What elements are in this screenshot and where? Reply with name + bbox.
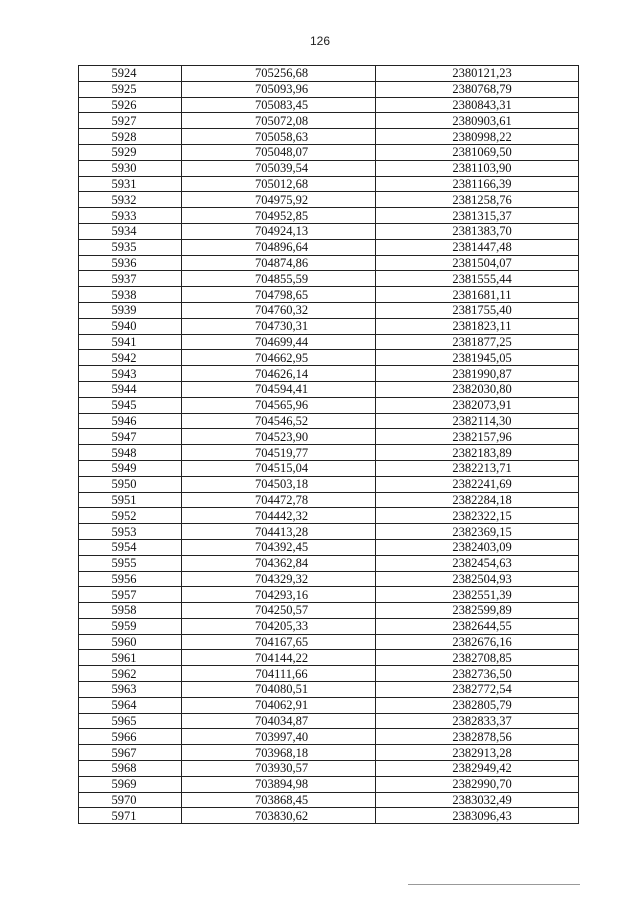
table-row [79, 350, 579, 366]
x-coordinate-cell: 704730,31 [182, 318, 376, 334]
y-coordinate-cell: 2381447,48 [376, 239, 579, 255]
y-coordinate-cell: 2381315,37 [376, 208, 579, 224]
y-coordinate-cell: 2382403,09 [376, 539, 579, 555]
y-coordinate-cell: 2381555,44 [376, 271, 579, 287]
x-coordinate-cell: 703930,57 [182, 761, 376, 777]
point-number-cell: 5962 [79, 666, 182, 682]
table-row [79, 287, 579, 303]
point-number-cell: 5943 [79, 366, 182, 382]
point-number-cell: 5951 [79, 492, 182, 508]
x-coordinate-cell: 704760,32 [182, 302, 376, 318]
x-coordinate-cell: 704523,90 [182, 429, 376, 445]
y-coordinate-cell: 2382805,79 [376, 697, 579, 713]
table-row [79, 429, 579, 445]
table-row [79, 160, 579, 176]
y-coordinate-cell: 2381945,05 [376, 350, 579, 366]
table-row [79, 302, 579, 318]
y-coordinate-cell: 2382454,63 [376, 555, 579, 571]
x-coordinate-cell: 704205,33 [182, 618, 376, 634]
y-coordinate-cell: 2382772,54 [376, 682, 579, 698]
x-coordinate-cell: 704896,64 [182, 239, 376, 255]
y-coordinate-cell: 2381166,39 [376, 176, 579, 192]
point-number-cell: 5955 [79, 555, 182, 571]
table-row [79, 113, 579, 129]
point-number-cell: 5939 [79, 302, 182, 318]
point-number-cell: 5964 [79, 697, 182, 713]
x-coordinate-cell: 704546,52 [182, 413, 376, 429]
x-coordinate-cell: 704111,66 [182, 666, 376, 682]
table-row [79, 666, 579, 682]
point-number-cell: 5925 [79, 81, 182, 97]
x-coordinate-cell: 704167,65 [182, 634, 376, 650]
point-number-cell: 5927 [79, 113, 182, 129]
x-coordinate-cell: 704952,85 [182, 208, 376, 224]
table-row [79, 650, 579, 666]
x-coordinate-cell: 705256,68 [182, 66, 376, 82]
point-number-cell: 5953 [79, 524, 182, 540]
x-coordinate-cell: 704413,28 [182, 524, 376, 540]
y-coordinate-cell: 2382157,96 [376, 429, 579, 445]
point-number-cell: 5940 [79, 318, 182, 334]
point-number-cell: 5934 [79, 223, 182, 239]
point-number-cell: 5957 [79, 587, 182, 603]
x-coordinate-cell: 704924,13 [182, 223, 376, 239]
y-coordinate-cell: 2382676,16 [376, 634, 579, 650]
point-number-cell: 5970 [79, 792, 182, 808]
y-coordinate-cell: 2382551,39 [376, 587, 579, 603]
table-row [79, 192, 579, 208]
x-coordinate-cell: 703868,45 [182, 792, 376, 808]
y-coordinate-cell: 2381823,11 [376, 318, 579, 334]
table-row [79, 524, 579, 540]
point-number-cell: 5952 [79, 508, 182, 524]
y-coordinate-cell: 2382504,93 [376, 571, 579, 587]
point-number-cell: 5933 [79, 208, 182, 224]
point-number-cell: 5959 [79, 618, 182, 634]
y-coordinate-cell: 2381383,70 [376, 223, 579, 239]
table-row [79, 271, 579, 287]
x-coordinate-cell: 704472,78 [182, 492, 376, 508]
table-row [79, 713, 579, 729]
point-number-cell: 5966 [79, 729, 182, 745]
coordinates-table [78, 65, 579, 824]
y-coordinate-cell: 2381877,25 [376, 334, 579, 350]
footer-rule [408, 884, 580, 885]
table-row [79, 239, 579, 255]
table-row [79, 792, 579, 808]
table-row [79, 476, 579, 492]
table-row [79, 776, 579, 792]
y-coordinate-cell: 2381681,11 [376, 287, 579, 303]
y-coordinate-cell: 2381069,50 [376, 144, 579, 160]
y-coordinate-cell: 2382736,50 [376, 666, 579, 682]
table-row [79, 603, 579, 619]
x-coordinate-cell: 704062,91 [182, 697, 376, 713]
point-number-cell: 5931 [79, 176, 182, 192]
y-coordinate-cell: 2381258,76 [376, 192, 579, 208]
x-coordinate-cell: 704362,84 [182, 555, 376, 571]
x-coordinate-cell: 703997,40 [182, 729, 376, 745]
point-number-cell: 5968 [79, 761, 182, 777]
point-number-cell: 5958 [79, 603, 182, 619]
point-number-cell: 5945 [79, 397, 182, 413]
x-coordinate-cell: 703894,98 [182, 776, 376, 792]
point-number-cell: 5926 [79, 97, 182, 113]
page-number: 126 [309, 34, 331, 48]
y-coordinate-cell: 2380843,31 [376, 97, 579, 113]
table-row [79, 144, 579, 160]
y-coordinate-cell: 2382833,37 [376, 713, 579, 729]
table-row [79, 366, 579, 382]
y-coordinate-cell: 2382644,55 [376, 618, 579, 634]
table-row [79, 223, 579, 239]
point-number-cell: 5950 [79, 476, 182, 492]
point-number-cell: 5946 [79, 413, 182, 429]
y-coordinate-cell: 2382030,80 [376, 381, 579, 397]
table-row [79, 460, 579, 476]
table-row [79, 618, 579, 634]
x-coordinate-cell: 704565,96 [182, 397, 376, 413]
y-coordinate-cell: 2382913,28 [376, 745, 579, 761]
y-coordinate-cell: 2382949,42 [376, 761, 579, 777]
table-row [79, 318, 579, 334]
x-coordinate-cell: 704662,95 [182, 350, 376, 366]
table-row [79, 571, 579, 587]
table-row [79, 492, 579, 508]
point-number-cell: 5936 [79, 255, 182, 271]
table-row [79, 555, 579, 571]
point-number-cell: 5930 [79, 160, 182, 176]
point-number-cell: 5963 [79, 682, 182, 698]
point-number-cell: 5947 [79, 429, 182, 445]
x-coordinate-cell: 705058,63 [182, 129, 376, 145]
y-coordinate-cell: 2380903,61 [376, 113, 579, 129]
x-coordinate-cell: 704699,44 [182, 334, 376, 350]
table-row [79, 808, 579, 824]
y-coordinate-cell: 2383032,49 [376, 792, 579, 808]
point-number-cell: 5954 [79, 539, 182, 555]
x-coordinate-cell: 705012,68 [182, 176, 376, 192]
y-coordinate-cell: 2382708,85 [376, 650, 579, 666]
point-number-cell: 5942 [79, 350, 182, 366]
x-coordinate-cell: 703968,18 [182, 745, 376, 761]
point-number-cell: 5967 [79, 745, 182, 761]
table-row [79, 176, 579, 192]
y-coordinate-cell: 2382073,91 [376, 397, 579, 413]
table-row [79, 634, 579, 650]
point-number-cell: 5956 [79, 571, 182, 587]
x-coordinate-cell: 705093,96 [182, 81, 376, 97]
table-row [79, 334, 579, 350]
x-coordinate-cell: 704515,04 [182, 460, 376, 476]
y-coordinate-cell: 2382369,15 [376, 524, 579, 540]
point-number-cell: 5928 [79, 129, 182, 145]
table-row [79, 745, 579, 761]
y-coordinate-cell: 2381504,07 [376, 255, 579, 271]
point-number-cell: 5941 [79, 334, 182, 350]
x-coordinate-cell: 704293,16 [182, 587, 376, 603]
x-coordinate-cell: 705048,07 [182, 144, 376, 160]
x-coordinate-cell: 704329,32 [182, 571, 376, 587]
point-number-cell: 5961 [79, 650, 182, 666]
y-coordinate-cell: 2380768,79 [376, 81, 579, 97]
point-number-cell: 5932 [79, 192, 182, 208]
y-coordinate-cell: 2381103,90 [376, 160, 579, 176]
y-coordinate-cell: 2382183,89 [376, 445, 579, 461]
point-number-cell: 5948 [79, 445, 182, 461]
table-row [79, 413, 579, 429]
x-coordinate-cell: 703830,62 [182, 808, 376, 824]
point-number-cell: 5965 [79, 713, 182, 729]
y-coordinate-cell: 2382213,71 [376, 460, 579, 476]
y-coordinate-cell: 2380121,23 [376, 66, 579, 82]
table-row [79, 539, 579, 555]
x-coordinate-cell: 704144,22 [182, 650, 376, 666]
y-coordinate-cell: 2382599,89 [376, 603, 579, 619]
point-number-cell: 5971 [79, 808, 182, 824]
y-coordinate-cell: 2382241,69 [376, 476, 579, 492]
table-row [79, 761, 579, 777]
x-coordinate-cell: 704798,65 [182, 287, 376, 303]
table-row [79, 445, 579, 461]
table-row [79, 66, 579, 82]
x-coordinate-cell: 704250,57 [182, 603, 376, 619]
table-row [79, 508, 579, 524]
point-number-cell: 5960 [79, 634, 182, 650]
table-row [79, 697, 579, 713]
x-coordinate-cell: 704626,14 [182, 366, 376, 382]
x-coordinate-cell: 704594,41 [182, 381, 376, 397]
y-coordinate-cell: 2382878,56 [376, 729, 579, 745]
point-number-cell: 5924 [79, 66, 182, 82]
y-coordinate-cell: 2382322,15 [376, 508, 579, 524]
table-row [79, 381, 579, 397]
point-number-cell: 5969 [79, 776, 182, 792]
point-number-cell: 5935 [79, 239, 182, 255]
x-coordinate-cell: 705083,45 [182, 97, 376, 113]
x-coordinate-cell: 704034,87 [182, 713, 376, 729]
table-row [79, 397, 579, 413]
table-row [79, 682, 579, 698]
table-row [79, 255, 579, 271]
x-coordinate-cell: 704519,77 [182, 445, 376, 461]
table-row [79, 729, 579, 745]
x-coordinate-cell: 704874,86 [182, 255, 376, 271]
y-coordinate-cell: 2382990,70 [376, 776, 579, 792]
table-row [79, 81, 579, 97]
table-row [79, 587, 579, 603]
point-number-cell: 5949 [79, 460, 182, 476]
point-number-cell: 5937 [79, 271, 182, 287]
table-row [79, 208, 579, 224]
y-coordinate-cell: 2383096,43 [376, 808, 579, 824]
coordinates-table-body [79, 66, 579, 824]
table-row [79, 129, 579, 145]
table-row [79, 97, 579, 113]
y-coordinate-cell: 2382284,18 [376, 492, 579, 508]
y-coordinate-cell: 2382114,30 [376, 413, 579, 429]
x-coordinate-cell: 704442,32 [182, 508, 376, 524]
x-coordinate-cell: 705039,54 [182, 160, 376, 176]
point-number-cell: 5944 [79, 381, 182, 397]
point-number-cell: 5938 [79, 287, 182, 303]
x-coordinate-cell: 705072,08 [182, 113, 376, 129]
x-coordinate-cell: 704503,18 [182, 476, 376, 492]
point-number-cell: 5929 [79, 144, 182, 160]
x-coordinate-cell: 704392,45 [182, 539, 376, 555]
y-coordinate-cell: 2381755,40 [376, 302, 579, 318]
x-coordinate-cell: 704855,59 [182, 271, 376, 287]
x-coordinate-cell: 704080,51 [182, 682, 376, 698]
x-coordinate-cell: 704975,92 [182, 192, 376, 208]
y-coordinate-cell: 2381990,87 [376, 366, 579, 382]
y-coordinate-cell: 2380998,22 [376, 129, 579, 145]
